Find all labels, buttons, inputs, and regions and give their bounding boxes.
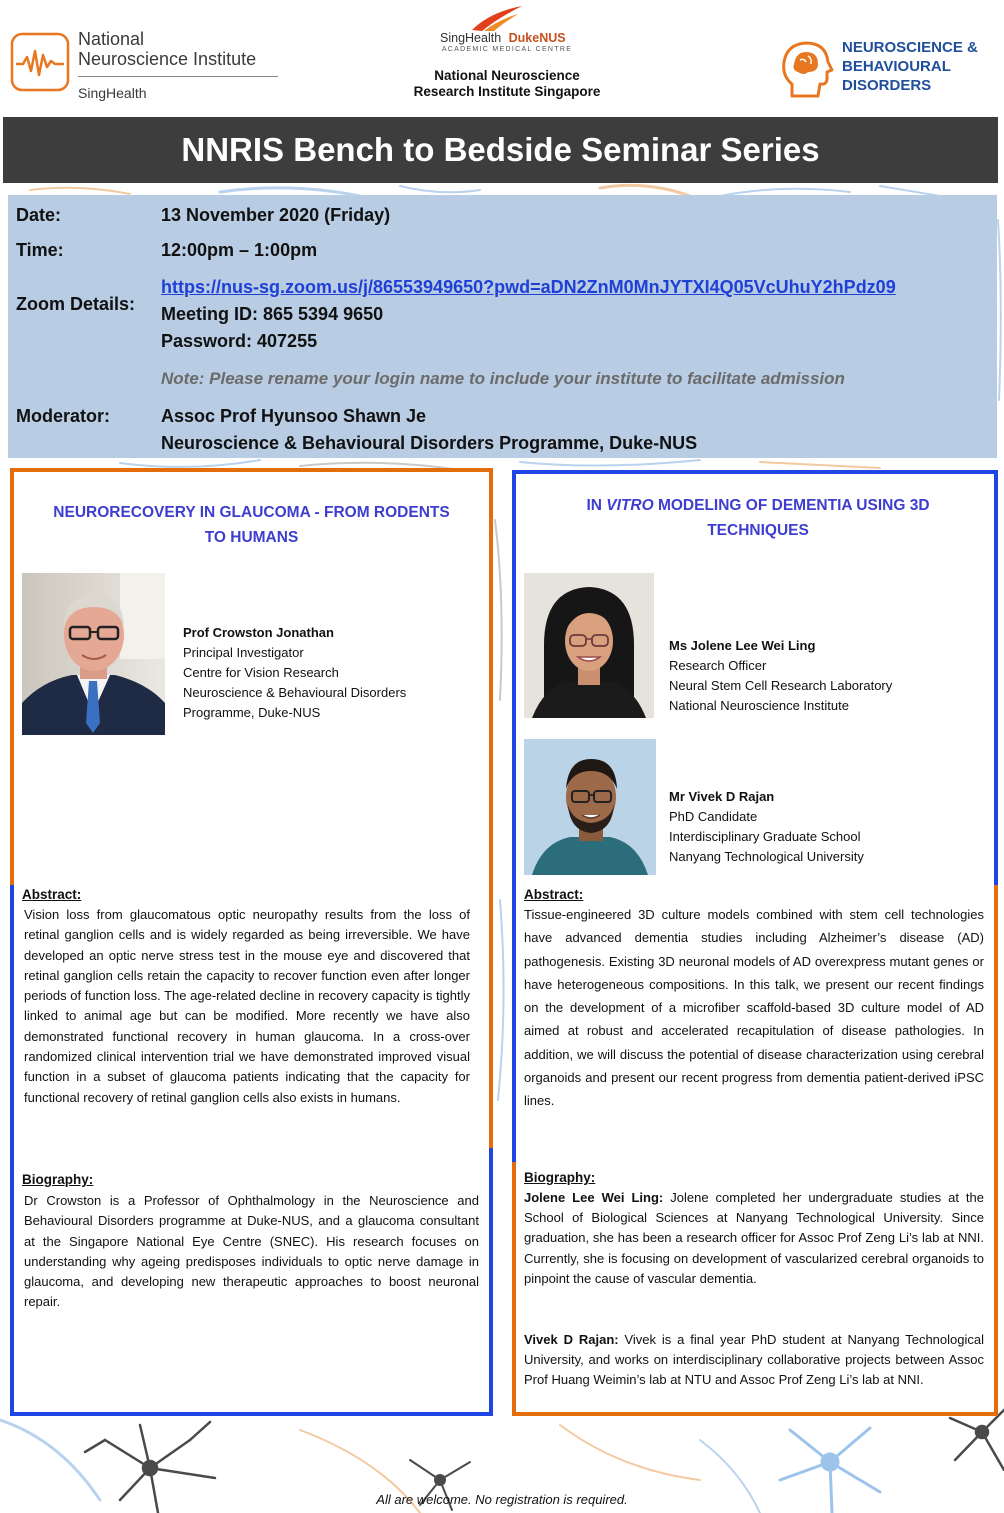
head-brain-icon bbox=[778, 40, 834, 98]
speaker-photo-crowston bbox=[22, 573, 165, 735]
neuron-icon bbox=[950, 1410, 1004, 1470]
event-details-box bbox=[8, 195, 997, 458]
speaker-detail: Programme, Duke-NUS bbox=[183, 705, 321, 720]
speaker-detail: Interdisciplinary Graduate School bbox=[669, 829, 861, 844]
biography-text: Dr Crowston is a Professor of Ophthalmology in the Neuroscience and Behavioural Disorders programme at Duke-NUS, and a glaucoma consultant at the Singapore National Eye Centre (SNEC). His research focuses on understanding why ageing predisposes individuals to optic nerve damage in glaucoma, and developing new therapeutic approaches to boost neuronal repair. bbox=[24, 1193, 479, 1310]
meeting-id: Meeting ID: 865 5394 9650 bbox=[161, 304, 384, 324]
page-title: NNRIS Bench to Bedside Seminar Series bbox=[181, 131, 820, 168]
nni-logo-divider bbox=[78, 76, 278, 77]
nbd-programme-logo bbox=[778, 38, 1002, 102]
nnris-logo-line2: Research Institute Singapore bbox=[413, 84, 601, 99]
panel-border-left-upper bbox=[10, 468, 14, 885]
speaker-detail: Neuroscience & Behavioural Disorders bbox=[183, 685, 407, 700]
biography-text-vivek bbox=[524, 1330, 984, 1390]
nnris-logo-line1: National Neuroscience bbox=[434, 68, 580, 83]
speaker-detail: National Neuroscience Institute bbox=[669, 698, 849, 713]
abstract-text: Tissue-engineered 3D culture models combined with stem cell technologies have advanced dementia studies including Alzheimer’s disease (AD) pathogenesis. Existing 3D neuronal models of AD overexpress mutant genes or have heterogeneous compositions. In this talk, we present our recent findings on the development of a microfiber scaffold-based 3D culture model of AD aimed at robust and accelerated recapitulation of disease pathologies. In addition, we will discuss the potential of disease characterization using cerebral organoids and present our recent progress from dementia patient-derived iPSC lines. bbox=[524, 907, 984, 1109]
speaker-photo-jolene bbox=[524, 573, 654, 718]
nni-logo bbox=[10, 28, 285, 106]
abstract-label: Abstract: bbox=[22, 887, 82, 902]
panel-border-right-lower bbox=[489, 1148, 493, 1416]
talk-title-line: NEURORECOVERY IN GLAUCOMA - FROM RODENTS bbox=[53, 504, 450, 521]
moderator-label: Moderator: bbox=[16, 406, 110, 426]
biography-label: Biography: bbox=[524, 1170, 596, 1185]
biography-label: Biography: bbox=[22, 1172, 94, 1187]
panel-border-right-upper bbox=[489, 468, 493, 1148]
nnris-logo-subtitle: ACADEMIC MEDICAL CENTRE bbox=[441, 46, 573, 53]
moderator-name: Assoc Prof Hyunsoo Shawn Je bbox=[161, 406, 427, 426]
biography-lead: Vivek D Rajan: bbox=[524, 1332, 619, 1347]
title-part: MODELING OF DEMENTIA USING 3D bbox=[657, 497, 930, 514]
speaker-detail: Research Officer bbox=[669, 658, 767, 673]
speaker-detail: Centre for Vision Research bbox=[183, 665, 339, 680]
abstract-label: Abstract: bbox=[524, 887, 584, 902]
panel-border-top bbox=[512, 470, 998, 474]
moderator-affiliation: Neuroscience & Behavioural Disorders Programme, Duke-NUS bbox=[161, 433, 698, 453]
title-bar bbox=[3, 117, 998, 183]
nni-logo-line3: SingHealth bbox=[78, 85, 147, 101]
speaker-name: Prof Crowston Jonathan bbox=[183, 625, 334, 640]
panel-border-bottom bbox=[10, 1412, 493, 1416]
time-label: Time: bbox=[16, 240, 64, 260]
nni-logo-line2: Neuroscience Institute bbox=[78, 49, 257, 69]
biography-body: Jolene completed her undergraduate studies at the School of Biological Sciences at Nanyang Technological University. Since graduation, she has been a research officer for Assoc Prof Zeng Li’s lab at NNI. Currently, she is focusing on development of vascularized cerebral organoids to pinpoint the cause of vascular dementia. bbox=[524, 1190, 985, 1286]
talk-title-dementia bbox=[512, 493, 1004, 543]
biography-body: Vivek is a final year PhD student at Nanyang Technological University, and works on interdisciplinary collaborative projects between Assoc Prof Huang Weimin’s lab at NTU and Assoc Prof Zeng Li’s lab at NNI. bbox=[524, 1332, 984, 1387]
meeting-password: Password: 407255 bbox=[161, 331, 318, 351]
panel-border-left-lower bbox=[10, 885, 14, 1416]
swoosh-icon bbox=[468, 4, 524, 32]
panel-border-right-lower bbox=[994, 885, 998, 1416]
nni-logo-line1: National bbox=[78, 29, 145, 49]
zoom-details-label: Zoom Details: bbox=[16, 294, 136, 314]
zoom-meeting-link[interactable]: https://nus-sg.zoom.us/j/86553949650?pwd=aDN2ZnM0MnJYTXI4Q05VcUhuY2hPdz09 bbox=[161, 277, 896, 297]
abstract-text: Vision loss from glaucomatous optic neuropathy results from the loss of retinal ganglion cells and is widely regarded as being irreversible. We have developed an optic nerve stress test in the mouse eye and discovered that retinal ganglion cells retain the capacity to recover function even after longer periods of function loss. The age-related decline in recovery capacity is tightly linked to animal age but can be modified. More recently we have also demonstrated functional recovery in human glaucoma. In a cross-over randomized clinical intervention trial we have demonstrated improved visual function in a subset of glaucoma patients indicating that the capacity for functional recovery of retinal ganglion cells also exists in humans. bbox=[24, 907, 470, 1105]
waveform-icon bbox=[10, 32, 70, 92]
speaker-detail: Neural Stem Cell Research Laboratory bbox=[669, 678, 893, 693]
panel-border-left-upper bbox=[512, 470, 516, 1162]
talk-title-line bbox=[512, 493, 1004, 518]
speaker-detail: PhD Candidate bbox=[669, 809, 758, 824]
biography-text-jolene bbox=[524, 1188, 984, 1289]
speaker-name: Ms Jolene Lee Wei Ling bbox=[669, 638, 816, 653]
nbd-logo-line1: NEUROSCIENCE & bbox=[842, 39, 978, 56]
dukenus-brand: DukeNUS bbox=[508, 31, 566, 45]
nnris-logo-brand bbox=[440, 30, 566, 46]
speaker-photo-vivek bbox=[524, 739, 656, 875]
speaker-info-vivek bbox=[669, 787, 864, 867]
panel-border-left-lower bbox=[512, 1162, 516, 1416]
admission-note: Note: Please rename your login name to include your institute to facilitate admission bbox=[161, 369, 845, 388]
panel-border-top bbox=[10, 468, 493, 472]
title-part: IN bbox=[586, 497, 602, 514]
date-value: 13 November 2020 (Friday) bbox=[161, 205, 391, 225]
footer-note: All are welcome. No registration is required. bbox=[376, 1492, 628, 1507]
nnris-logo bbox=[396, 2, 618, 106]
talk-title-glaucoma bbox=[10, 500, 493, 550]
panel-border-right-upper bbox=[994, 470, 998, 885]
panel-border-bottom bbox=[512, 1412, 998, 1416]
talk-title-line: TECHNIQUES bbox=[707, 522, 809, 539]
talk-title-line: TO HUMANS bbox=[204, 529, 299, 546]
speaker-name: Mr Vivek D Rajan bbox=[669, 789, 775, 804]
nbd-logo-line3: DISORDERS bbox=[842, 77, 932, 94]
date-label: Date: bbox=[16, 205, 62, 225]
biography-lead: Jolene Lee Wei Ling: bbox=[524, 1190, 664, 1205]
speaker-info-jolene bbox=[669, 636, 892, 716]
nbd-logo-line2: BEHAVIOURAL bbox=[842, 58, 951, 75]
speaker-info-crowston bbox=[183, 623, 406, 723]
time-value: 12:00pm – 1:00pm bbox=[161, 240, 318, 260]
singhealth-brand: SingHealth bbox=[440, 31, 502, 45]
speaker-detail: Principal Investigator bbox=[183, 645, 304, 660]
title-part-italic: VITRO bbox=[606, 497, 654, 514]
speaker-detail: Nanyang Technological University bbox=[669, 849, 864, 864]
